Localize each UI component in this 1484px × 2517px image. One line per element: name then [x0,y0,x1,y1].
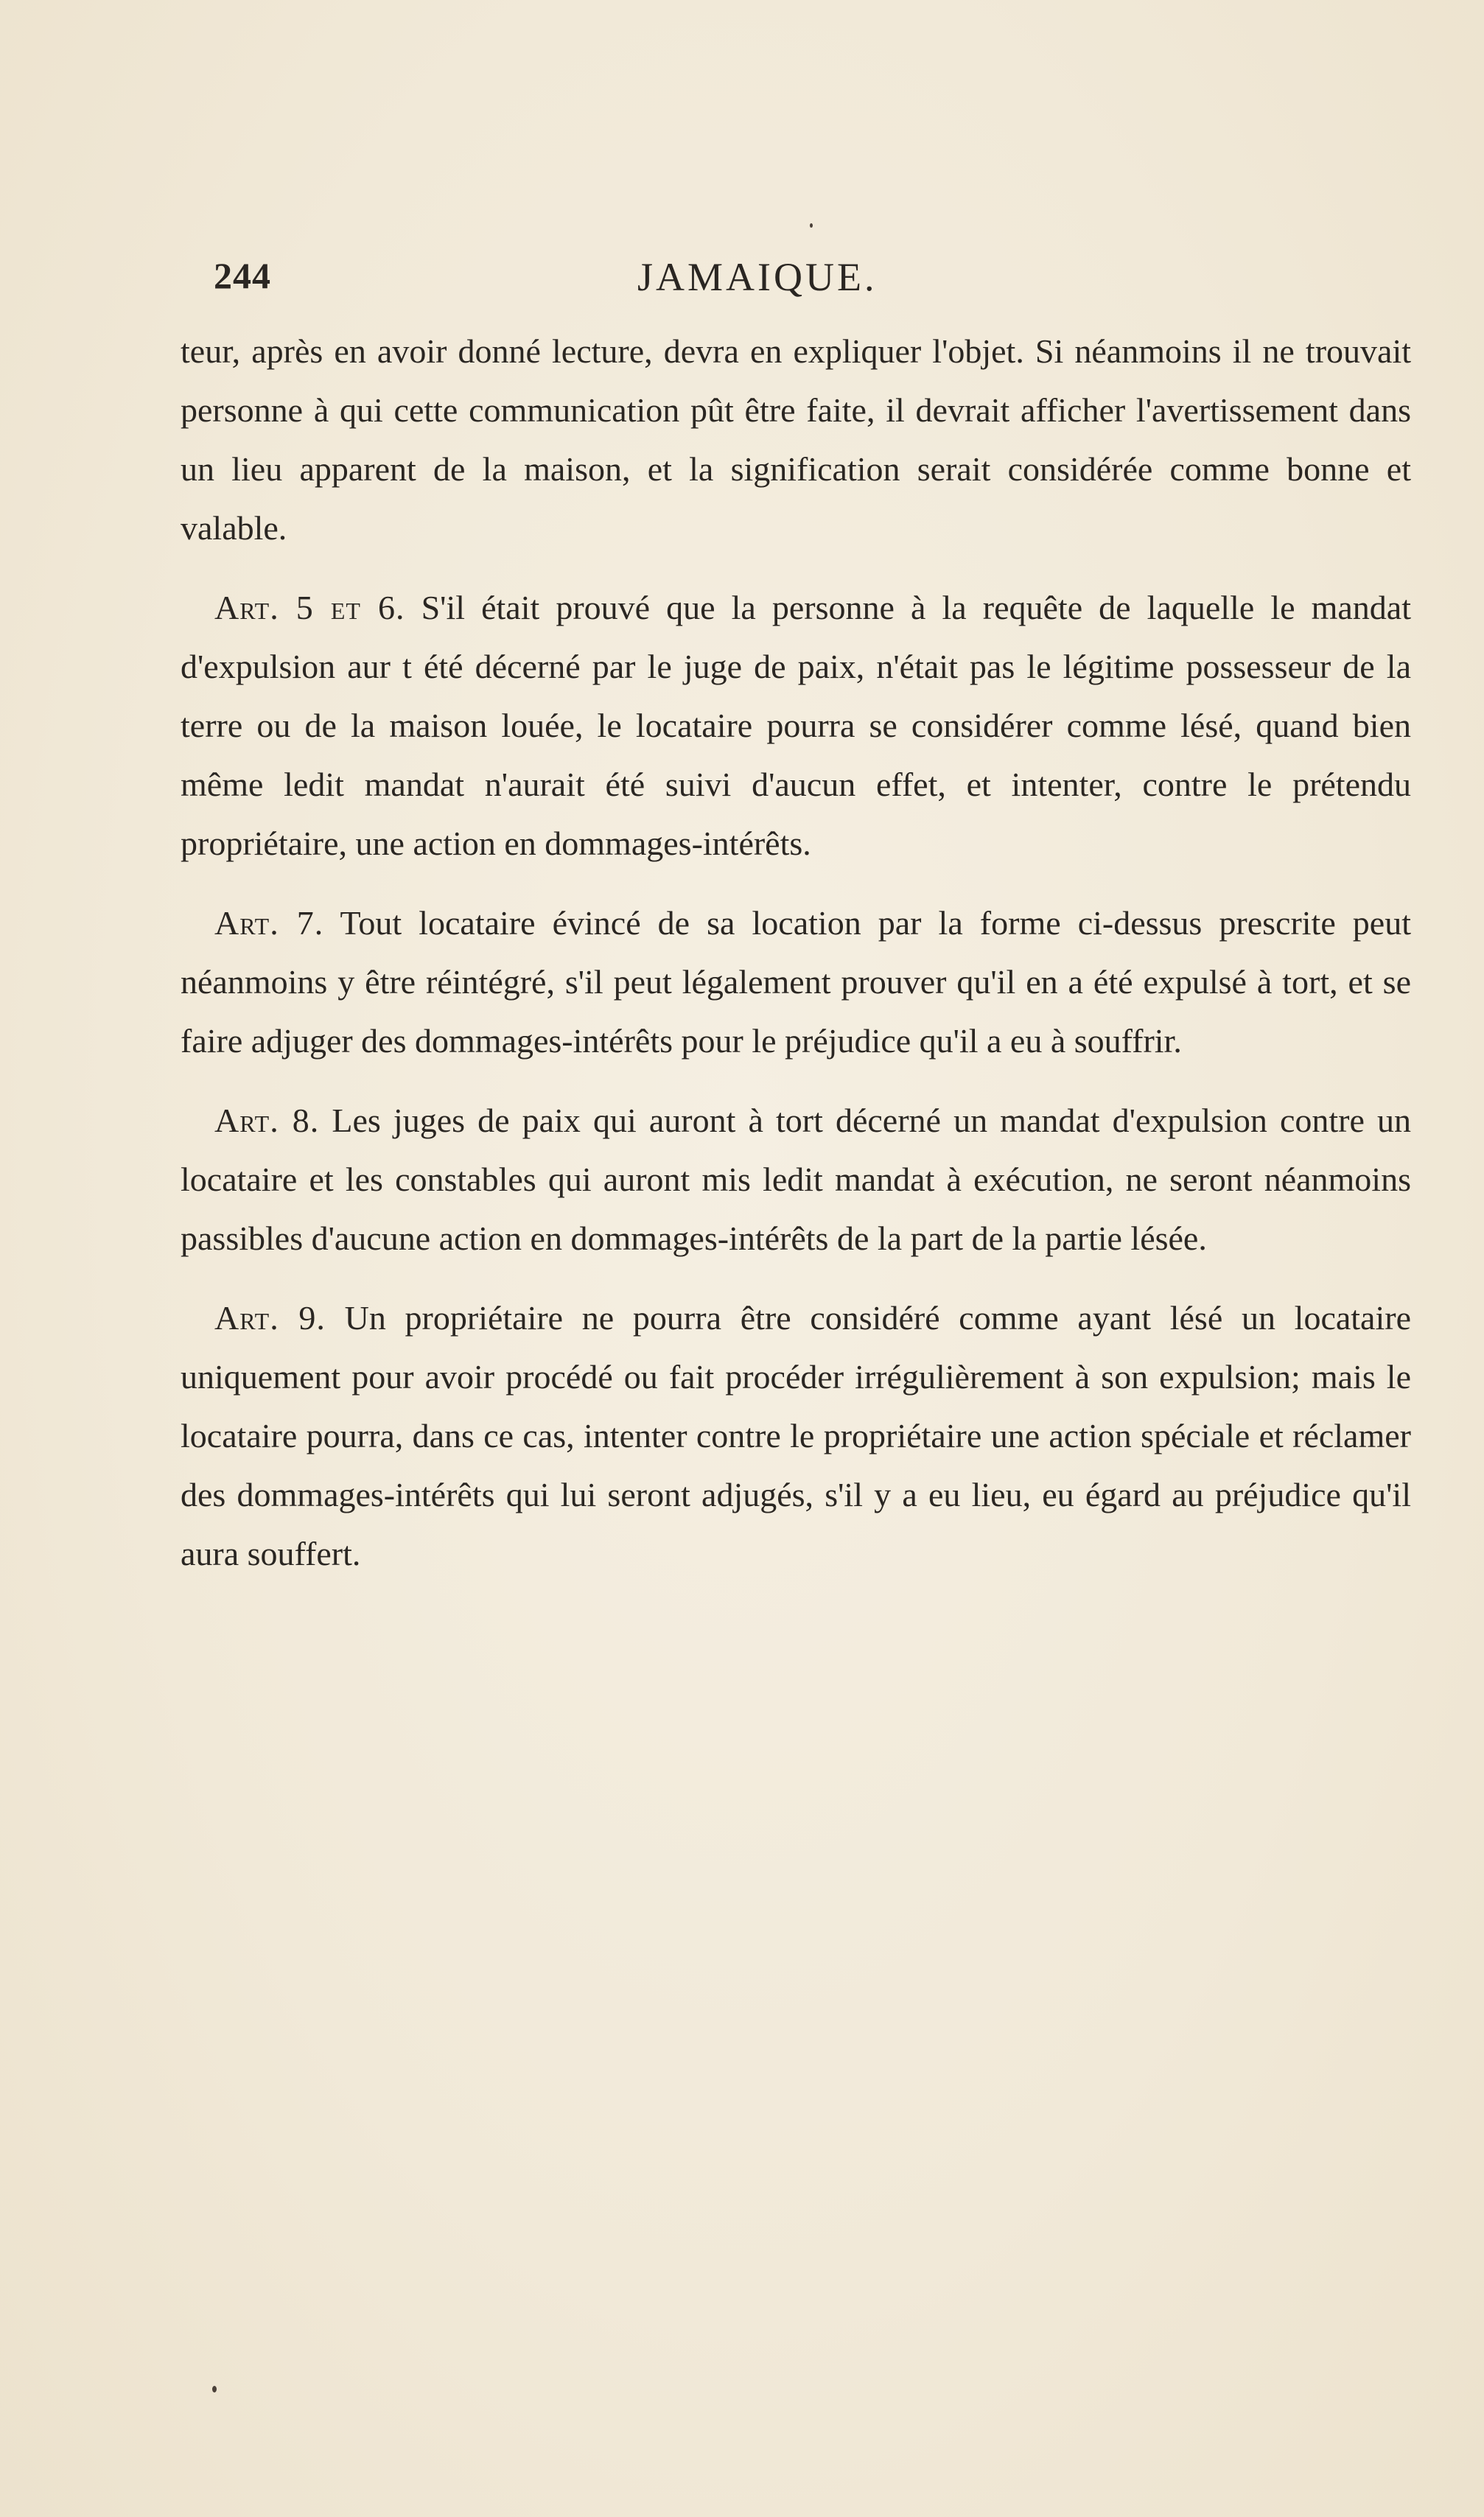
paper-speck [212,2386,217,2392]
article-5-6-paragraph [181,578,1411,873]
paragraph-continuation [181,322,1411,558]
body-text [181,322,1411,1583]
article-label: Art. 8. [214,1102,320,1139]
paragraph-text: teur, après en avoir donné lecture, devra en expliquer l'objet. Si néanmoins il ne trouvait personne à qui cette communication pût être faite, il devrait afficher l'avertissement dans un lieu apparent de la maison, et la signification serait considérée comme bonne et valable. [181,332,1411,547]
article-8-paragraph [181,1091,1411,1268]
article-label: Art. 9. [214,1299,326,1337]
page-header [181,254,1411,313]
article-label: Art. 5 et 6. [214,589,405,626]
paragraph-text: Les juges de paix qui auront à tort décerné un mandat d'expulsion contre un locataire et les constables qui auront mis ledit mandat à exécution, ne seront néanmoins passibles d'aucune action en dommages-intérêts de la part de la partie lésée. [181,1102,1411,1257]
article-7-paragraph [181,894,1411,1071]
paper-speck [810,223,813,228]
article-label: Art. 7. [214,904,324,942]
page-number: 244 [214,255,271,296]
paragraph-text: Un propriétaire ne pourra être considéré comme ayant lésé un locataire uniquement pour avoir procédé ou fait procéder irrégulièrement à son expulsion; mais le locataire pourra, dans ce cas, intenter contre le propriétaire une action spéciale et réclamer des dommages-intérêts qui lui seront adjugés, s'il y a eu lieu, eu égard au préjudice qu'il aura souffert. [181,1299,1411,1572]
paragraph-text: Tout locataire évincé de sa location par la forme ci-dessus prescrite peut néanmoins y être réintégré, s'il peut légalement prouver qu'il en a été expulsé à tort, et se faire adjuger des dommages-intérêts pour le préjudice qu'il a eu à souffrir. [181,904,1411,1060]
paragraph-text: S'il était prouvé que la personne à la requête de laquelle le mandat d'expulsion aur t été décerné par le juge de paix, n'était pas le légitime possesseur de la terre ou de la maison louée, le locataire pourra se considérer comme lésé, quand bien même ledit mandat n'aurait été suivi d'aucun effet, et intenter, contre le prétendu propriétaire, une action en dommages-intérêts. [181,589,1411,862]
article-9-paragraph [181,1289,1411,1583]
running-head: JAMAIQUE. [637,255,878,299]
